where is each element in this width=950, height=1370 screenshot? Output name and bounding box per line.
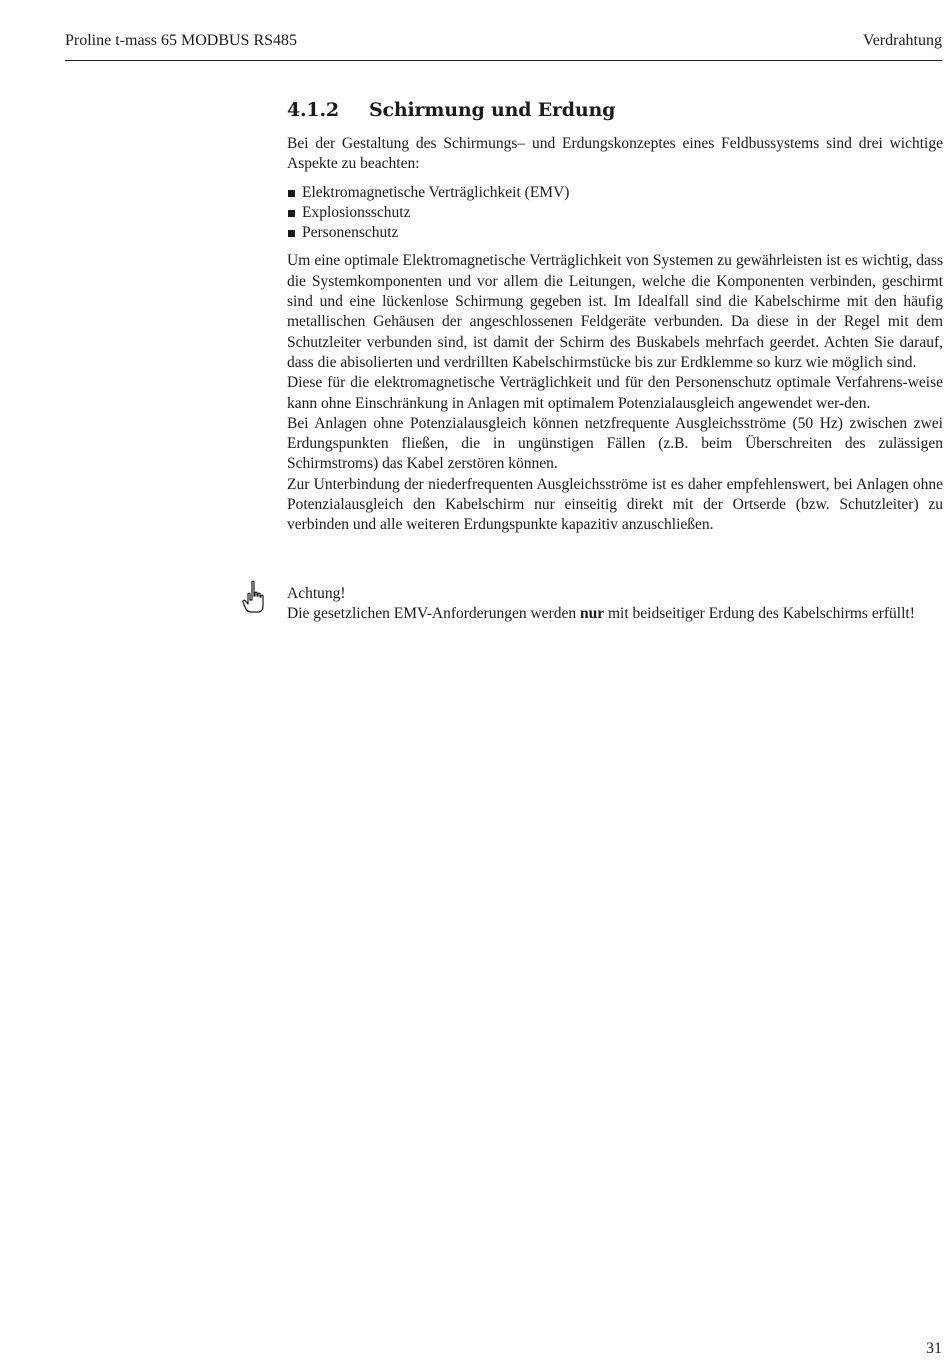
body-paragraph-procedure: Diese für die elektromagnetische Verträglichkeit und für den Personenschutz optimale Verfahrens-weise kann ohne Einschränkung in Anlagen mit optimalem Potenzialausgleich angewendet wer-den. — [287, 374, 943, 412]
page-header — [65, 32, 942, 61]
body-paragraph-emv: Um eine optimale Elektromagnetische Verträglichkeit von Systemen zu gewährleisten ist es wichtig, dass die Systemkomponenten und vor allem die Leitungen, welche die Komponenten verbinden, geschirmt sind und eine lückenlose Schirmung gegeben ist. Im Idealfall sind die Kabelschirme mit den häufig metallischen Gehäusen der angeschlossenen Feldgeräte verbunden. Da diese in der Regel mit dem Schutzleiter verbunden sind, ist damit der Schirm des Buskabels mehrfach geerdet. Achten Sie darauf, dass die abisolierten und verdrillten Kabelschirmstücke bis zur Erdklemme so kurz wie möglich sind. — [287, 252, 943, 371]
notice-text — [287, 604, 943, 624]
notice-text-bold: nur — [579, 605, 605, 623]
square-bullet-icon — [288, 210, 295, 217]
main-content — [287, 96, 943, 536]
square-bullet-icon — [288, 190, 295, 197]
body-paragraph-equalization: Bei Anlagen ohne Potenzialausgleich können netzfrequente Ausgleichsströme (50 Hz) zwischen zwei Erdungspunkten fließen, die in ungünstigen Fällen (z.B. beim Überschreiten des zulässigen Schirmstroms) das Kabel zerstören können. — [287, 414, 943, 473]
list-item-text: Explosionsschutz — [302, 203, 411, 221]
page-number: 31 — [926, 1340, 942, 1357]
section-title: Schirmung und Erdung — [369, 99, 616, 121]
square-bullet-icon — [288, 230, 295, 237]
section-number: 4.1.2 — [287, 99, 339, 121]
section-heading — [287, 96, 943, 124]
list-item — [287, 183, 943, 203]
notice-text-after: mit beidseitiger Erdung des Kabelschirms erfüllt! — [604, 605, 915, 623]
body-paragraph-recommendation: Zur Unterbindung der niederfrequenten Ausgleichsströme ist es daher empfehlenswert, bei Anlagen ohne Potenzialausgleich den Kabelschirm nur einseitig direkt mit der Ortserde (bzw. Schutzleiter) zu verbinden und alle weiteren Erdungspunkte kapazitiv anzuschließen. — [287, 475, 943, 534]
header-chapter-title: Verdrahtung — [862, 32, 942, 49]
notice-text-before: Die gesetzlichen EMV-Anforderungen werden — [287, 605, 580, 623]
aspects-list — [287, 183, 943, 244]
list-item — [287, 223, 943, 243]
warning-notice — [287, 584, 943, 625]
intro-paragraph: Bei der Gestaltung des Schirmungs– und Erdungskonzeptes eines Feldbussystems sind drei wichtige Aspekte zu beachten: — [287, 135, 943, 173]
pointing-hand-icon — [241, 580, 265, 616]
list-item — [287, 203, 943, 223]
list-item-text: Personenschutz — [302, 224, 399, 242]
header-product-title: Proline t-mass 65 MODBUS RS485 — [65, 32, 298, 49]
notice-label: Achtung! — [287, 585, 346, 602]
list-item-text: Elektromagnetische Verträglichkeit (EMV) — [302, 183, 570, 201]
